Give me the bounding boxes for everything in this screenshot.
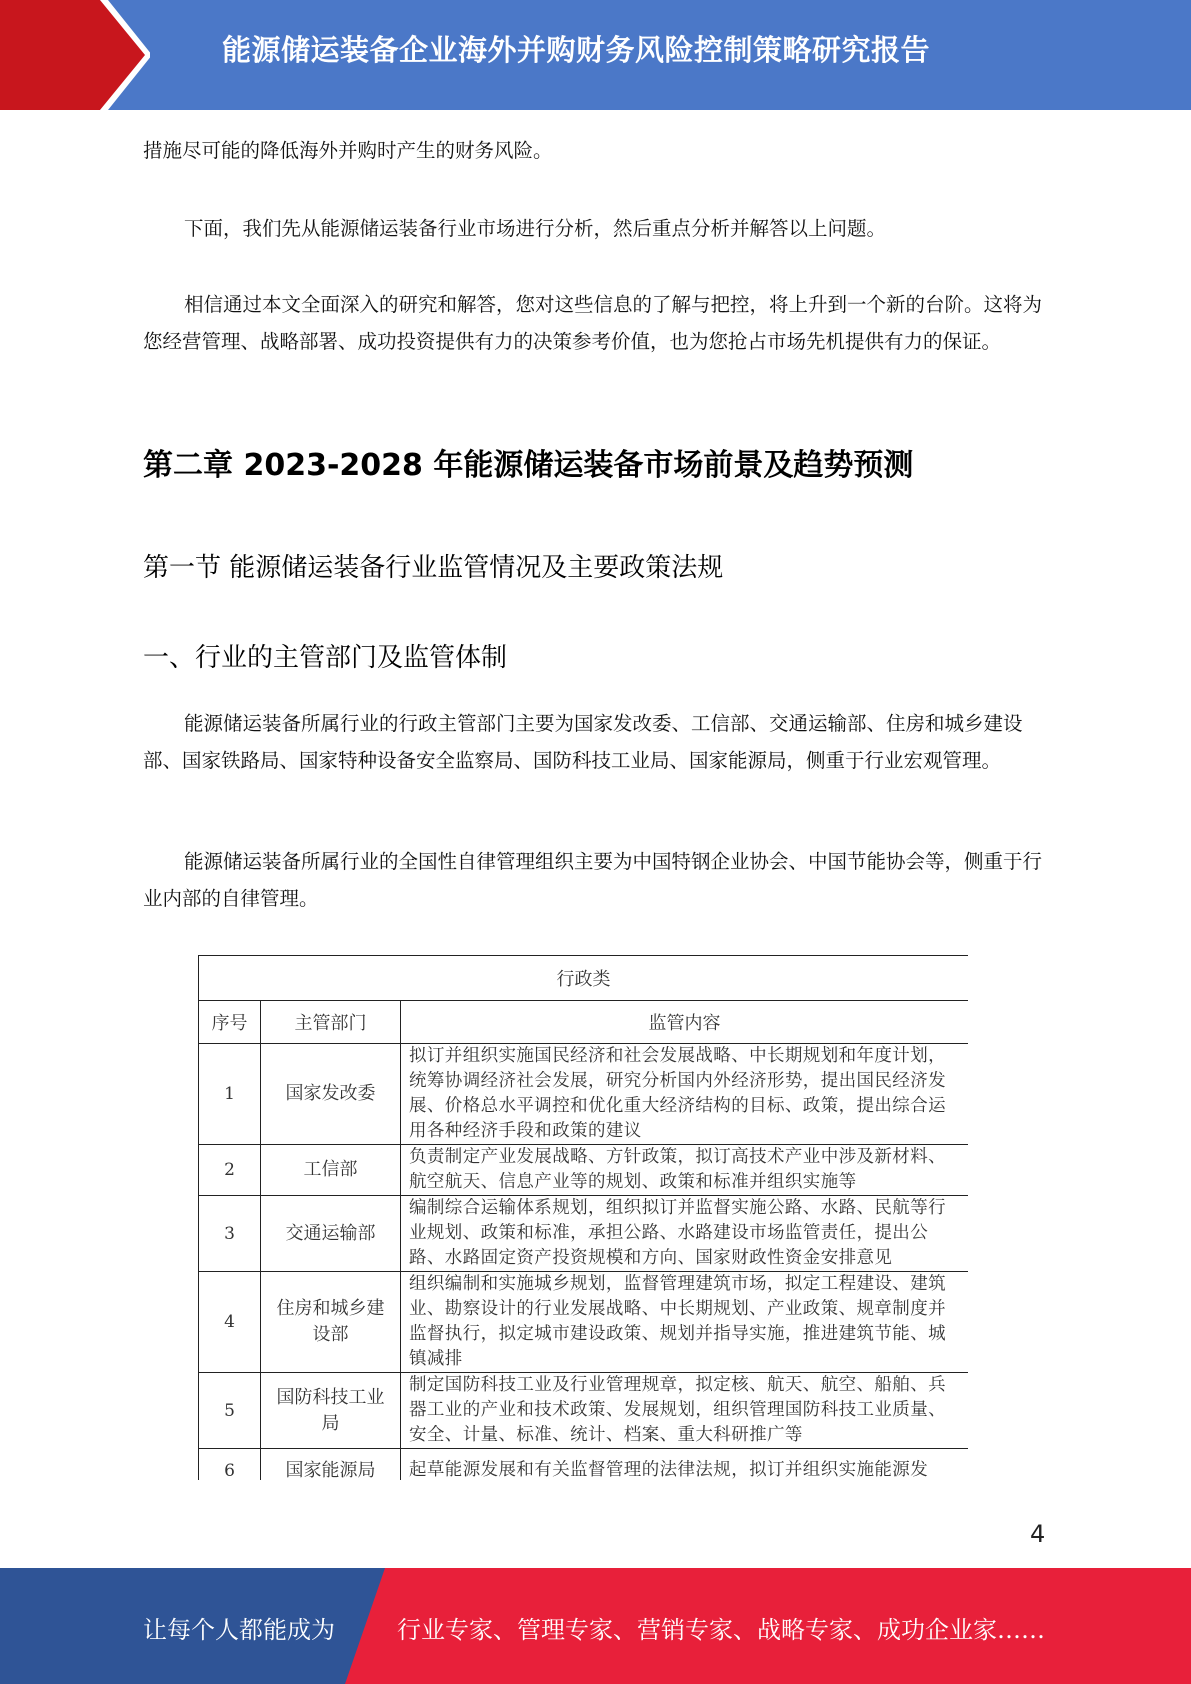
row-number: 6 [199, 1449, 261, 1481]
section-title: 第一节 能源储运装备行业监管情况及主要政策法规 [143, 553, 724, 583]
row-number: 3 [199, 1196, 261, 1272]
page-number: 4 [1030, 1520, 1046, 1548]
row-department: 工信部 [261, 1145, 401, 1196]
row-content: 起草能源发展和有关监督管理的法律法规，拟订并组织实施能源发 [401, 1449, 969, 1481]
regulatory-table [198, 955, 968, 1480]
table-row [199, 1145, 969, 1196]
paragraph-5: 能源储运装备所属行业的全国性自律管理组织主要为中国特钢企业协会、中国节能协会等，侧重于行业内部的自律管理。 [143, 850, 1043, 910]
paragraph-2: 下面，我们先从能源储运装备行业市场进行分析，然后重点分析并解答以上问题。 [184, 217, 887, 240]
table-header-content: 监管内容 [401, 1001, 969, 1044]
header-chevron-decoration [0, 0, 150, 110]
table-caption: 行政类 [199, 956, 969, 1001]
row-content: 拟订并组织实施国民经济和社会发展战略、中长期规划和年度计划，统筹协调经济社会发展，研究分析国内外经济形势，提出国民经济发展、价格总水平调控和优化重大经济结构的目标、政策，提出综合运用各种经济手段和政策的建议 [401, 1044, 969, 1145]
row-department: 国家发改委 [261, 1044, 401, 1145]
row-department: 国家能源局 [261, 1449, 401, 1481]
table-row [199, 1449, 969, 1481]
row-number: 4 [199, 1272, 261, 1373]
table-row [199, 1044, 969, 1145]
row-content: 组织编制和实施城乡规划，监督管理建筑市场，拟定工程建设、建筑业、勘察设计的行业发展战略、中长期规划、产业政策、规章制度并监督执行，拟定城市建设政策、规划并指导实施，推进建筑节能、城镇减排 [401, 1272, 969, 1373]
table-header-no: 序号 [199, 1001, 261, 1044]
paragraph-4: 能源储运装备所属行业的行政主管部门主要为国家发改委、工信部、交通运输部、住房和城乡建设部、国家铁路局、国家特种设备安全监察局、国防科技工业局、国家能源局，侧重于行业宏观管理。 [143, 712, 1023, 772]
table-header-dept: 主管部门 [261, 1001, 401, 1044]
table-row [199, 1272, 969, 1373]
paragraph-3: 相信通过本文全面深入的研究和解答，您对这些信息的了解与把控，将上升到一个新的台阶。这将为您经营管理、战略部署、成功投资提供有力的决策参考价值，也为您抢占市场先机提供有力的保证。 [143, 293, 1043, 353]
row-content: 制定国防科技工业及行业管理规章，拟定核、航天、航空、船舶、兵器工业的产业和技术政策、发展规划，组织管理国防科技工业质量、安全、计量、标准、统计、档案、重大科研推广等 [401, 1373, 969, 1449]
table-row [199, 1373, 969, 1449]
chapter-title: 第二章 2023-2028 年能源储运装备市场前景及趋势预测 [143, 448, 914, 483]
row-department: 交通运输部 [261, 1196, 401, 1272]
row-department: 住房和城乡建设部 [261, 1272, 401, 1373]
subsection-title: 一、行业的主管部门及监管体制 [143, 643, 508, 673]
row-number: 5 [199, 1373, 261, 1449]
report-title: 能源储运装备企业海外并购财务风险控制策略研究报告 [222, 33, 931, 67]
footer-slogan-left: 让每个人都能成为 [143, 1616, 335, 1644]
row-content: 负责制定产业发展战略、方针政策，拟订高技术产业中涉及新材料、航空航天、信息产业等的规划、政策和标准并组织实施等 [401, 1145, 969, 1196]
row-content: 编制综合运输体系规划，组织拟订并监督实施公路、水路、民航等行业规划、政策和标准，承担公路、水路建设市场监管责任，提出公路、水路固定资产投资规模和方向、国家财政性资金安排意见 [401, 1196, 969, 1272]
table-row [199, 1196, 969, 1272]
page-header [0, 0, 1191, 110]
row-number: 1 [199, 1044, 261, 1145]
paragraph-1: 措施尽可能的降低海外并购时产生的财务风险。 [143, 139, 553, 162]
row-number: 2 [199, 1145, 261, 1196]
footer-slogan-right: 行业专家、管理专家、营销专家、战略专家、成功企业家…… [397, 1616, 1045, 1644]
row-department: 国防科技工业局 [261, 1373, 401, 1449]
